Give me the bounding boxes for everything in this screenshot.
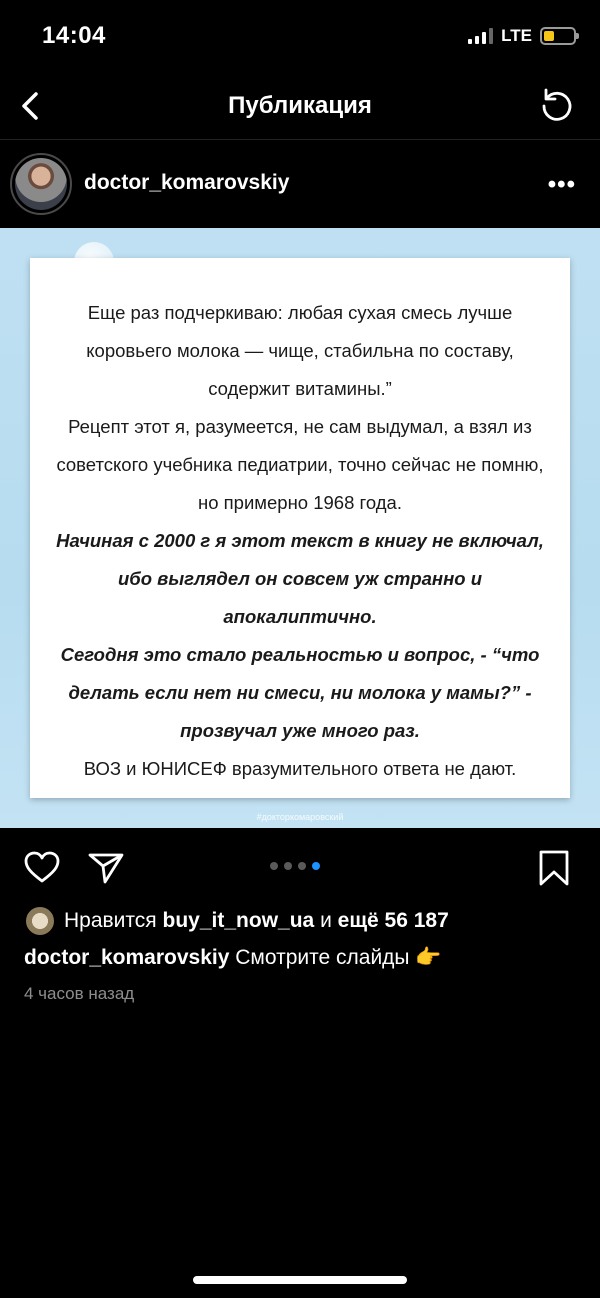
heart-icon: [22, 848, 62, 888]
carousel-dot: [284, 862, 292, 870]
save-button[interactable]: [534, 848, 574, 888]
caption: [24, 946, 442, 970]
carousel-indicator: [270, 862, 320, 870]
card-paragraph: Сегодня это стало реальностью и вопрос, - “что делать если нет ни смеси, ни молока у мамы?” - прозвучал уже много раз.: [60, 644, 540, 741]
nav-header: [0, 72, 600, 140]
status-right: [468, 26, 576, 46]
more-options-button[interactable]: •••: [547, 171, 576, 198]
avatar: [15, 158, 67, 210]
battery-icon: [540, 27, 576, 45]
likes-middle: и: [320, 909, 332, 932]
liker-avatar: [24, 905, 56, 937]
likes-prefix: Нравится: [64, 909, 157, 932]
like-button[interactable]: [22, 848, 62, 888]
status-bar: [0, 0, 600, 72]
post-image[interactable]: [0, 228, 600, 828]
network-label: LTE: [501, 26, 532, 45]
card-paragraph: ВОЗ и ЮНИСЕФ вразумительного ответа не дают.: [83, 758, 517, 779]
refresh-icon: [536, 84, 576, 124]
bookmark-icon: [534, 848, 574, 888]
liker-username[interactable]: buy_it_now_ua: [162, 909, 315, 932]
refresh-button[interactable]: [536, 84, 576, 124]
carousel-dot-active: [312, 862, 320, 870]
likes-row[interactable]: [24, 905, 449, 937]
page-title: Публикация: [228, 92, 372, 119]
carousel-dot: [270, 862, 278, 870]
home-indicator[interactable]: [193, 1276, 407, 1284]
carousel-dot: [298, 862, 306, 870]
share-button[interactable]: [86, 848, 126, 888]
signal-icon: [468, 28, 493, 44]
status-time: 14:04: [42, 22, 106, 49]
caption-username[interactable]: doctor_komarovskiy: [24, 946, 230, 969]
caption-text: Смотрите слайды 👉: [235, 946, 442, 969]
image-hashtag: #докторкомаровский: [256, 812, 344, 822]
post-header: [0, 141, 600, 227]
card-paragraph: Рецепт этот я, разумеется, не сам выдумал, а взял из советского учебника педиатрии, точно сейчас не помню, но примерно 1968 года.: [56, 416, 544, 513]
action-bar: [0, 828, 600, 904]
post-timestamp: 4 часов назад: [24, 984, 135, 1003]
author-avatar[interactable]: [10, 153, 72, 215]
quote-card: [30, 258, 570, 798]
card-paragraph: Начиная с 2000 г я этот текст в книгу не включал, ибо выглядел он совсем уж странно и апокалиптично.: [56, 530, 544, 627]
likes-count[interactable]: ещё 56 187: [337, 909, 449, 932]
send-icon: [86, 848, 126, 888]
card-paragraph: Еще раз подчеркиваю: любая сухая смесь лучше коровьего молока — чище, стабильна по составу, содержит витамины.”: [86, 302, 514, 399]
author-username[interactable]: doctor_komarovskiy: [84, 171, 290, 194]
